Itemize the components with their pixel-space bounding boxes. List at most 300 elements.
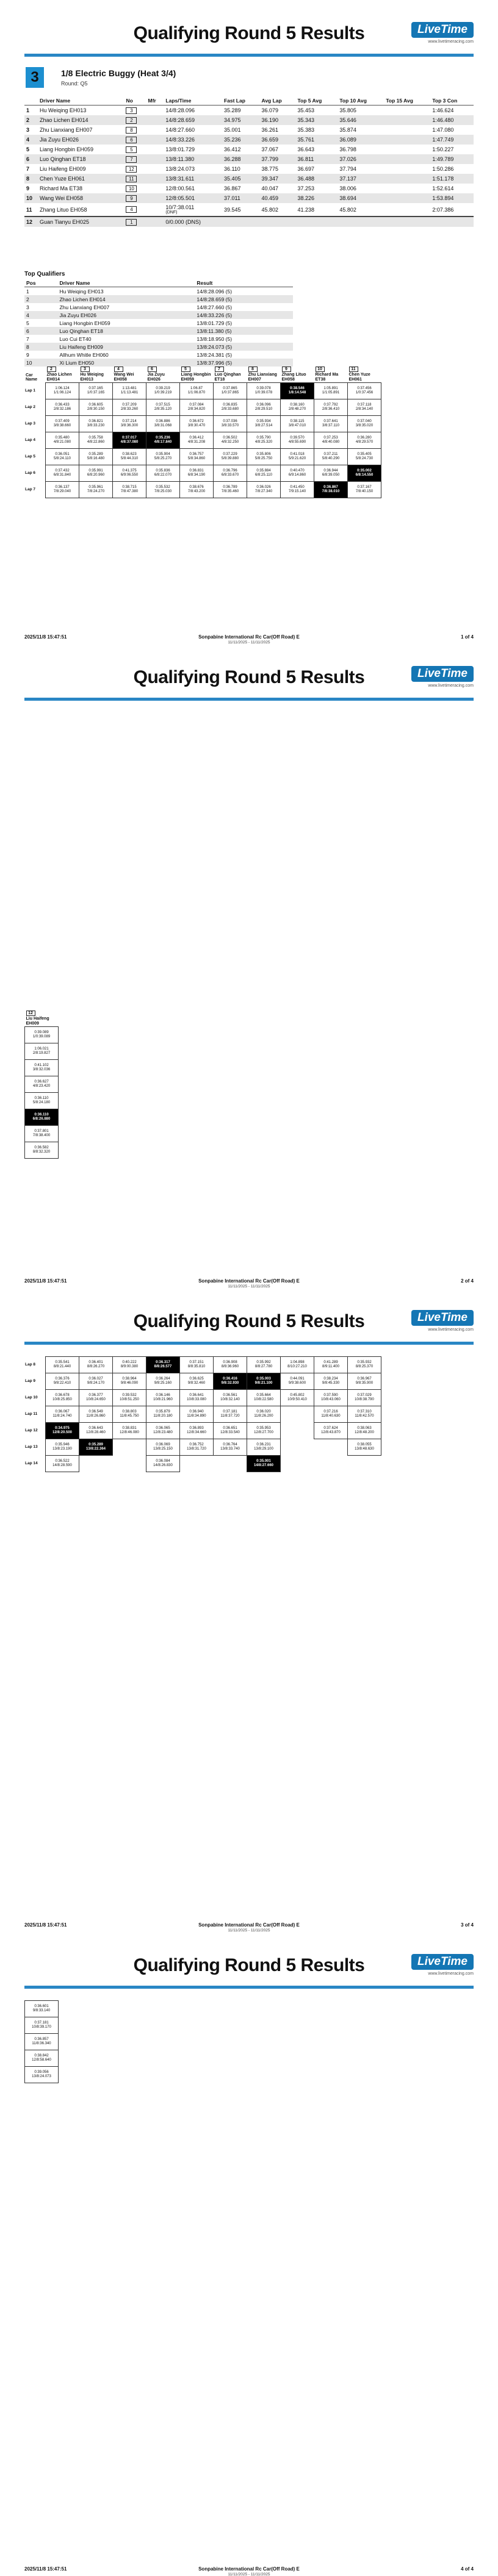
lap-cell (46, 1373, 79, 1390)
car-number-badge: 8 (248, 367, 258, 372)
result-top15-avg (384, 164, 430, 174)
lap-cell (348, 1373, 381, 1390)
col-avg: Avg Lap (260, 96, 296, 106)
result-top10-avg: 37.026 (337, 154, 384, 164)
lap-time: 0:39.219 (156, 386, 170, 390)
car-driver-name: Jia Zuyu EH026 (147, 373, 165, 382)
lap-cell (214, 432, 247, 449)
result-status: (DNF) (165, 210, 178, 215)
lap-row (25, 1027, 59, 1043)
lap-grid-body (24, 1357, 381, 1472)
tq-pos: 2 (24, 295, 57, 303)
lap-time: 0:37.456 (357, 386, 372, 390)
lap-cumulative: 5/8:24.180 (32, 1101, 51, 1105)
car-number-badge: 5 (181, 367, 190, 372)
tq-pos: 8 (24, 343, 57, 351)
lap-time: 0:39.056 (34, 2070, 49, 2074)
car-number-badge: 12 (26, 1011, 35, 1016)
lap-cell (214, 416, 247, 432)
lap-cell (180, 1390, 214, 1406)
lap-cumulative: 7/9:15.140 (288, 490, 306, 494)
lap-row (24, 1390, 381, 1406)
lap-cell (113, 383, 146, 399)
lap-cumulative: 10/9:50.410 (287, 1398, 307, 1401)
result-top5-avg (295, 216, 337, 227)
lap-cumulative: 7/8:25.030 (154, 490, 172, 494)
lap-time: 0:38.546 (290, 386, 305, 390)
footer-page-number: 4 of 4 (461, 2566, 474, 2572)
result-top15-avg (384, 106, 430, 116)
lap-cell (46, 482, 79, 498)
lap-cumulative: 2/8:33.260 (120, 407, 139, 412)
result-laps: 14/8:28.659 (165, 117, 195, 123)
result-top3-con: 2:07.386 (432, 206, 454, 213)
lap-time: 0:36.026 (256, 485, 271, 489)
lap-cumulative: 3/8:35.020 (355, 424, 374, 428)
lap-time: 0:35.991 (88, 468, 103, 473)
result-top10-avg: 37.794 (339, 166, 356, 172)
tq-driver: Liu Haifeng EH009 (57, 343, 195, 351)
tq-header-row (24, 279, 293, 287)
lap-label: Lap 4 (25, 437, 35, 442)
lap-cumulative: 10/8:22.580 (254, 1398, 273, 1401)
lap-cell (79, 1456, 113, 1472)
result-top15-avg (384, 115, 430, 125)
lap-cumulative: 5/8:34.860 (187, 457, 206, 461)
lap-cell (247, 1373, 281, 1390)
lap-cumulative: 9/8:32.460 (187, 1381, 206, 1385)
result-top15-avg (384, 184, 430, 193)
tq-driver: Xi Lium EH050 (57, 359, 195, 367)
lap-grid-page-3 (24, 1356, 381, 1472)
result-mfr (146, 184, 164, 193)
result-top10-avg: 38.006 (339, 185, 356, 191)
lap-cumulative: 2/8:35.120 (154, 407, 172, 412)
lap-cumulative: 6/9:06.550 (120, 473, 139, 478)
result-no-cell (124, 115, 146, 125)
lap-cell (46, 432, 79, 449)
result-car-number: 7 (126, 156, 137, 163)
lap-row (25, 1076, 59, 1093)
lap-cumulative: 8/8:32.320 (32, 1150, 51, 1154)
lap-time: 0:36.641 (189, 1393, 204, 1397)
lap-cumulative: 2/8:48.270 (288, 407, 306, 412)
lap-row (24, 416, 381, 432)
lap-cell (79, 1390, 113, 1406)
lap-cumulative: 10/8:39.170 (32, 2025, 51, 2029)
car-driver-name: Richard Ma ET38 (315, 373, 339, 382)
lap-time: 0:35.934 (256, 419, 271, 423)
result-top5-avg: 41.238 (297, 206, 314, 213)
lap-row (24, 432, 381, 449)
lap-time: 0:38.063 (357, 1426, 372, 1430)
lap-label: Lap 14 (25, 1461, 38, 1465)
lap-time: 1:06.021 (34, 1046, 49, 1051)
result-driver: Zhang Lituo EH058 (40, 206, 87, 213)
tq-driver: Hu Weiqing EH013 (59, 288, 104, 295)
lap-time: 0:36.601 (34, 2004, 49, 2008)
lap-time: 0:34.975 (55, 1426, 70, 1430)
lap-time: 0:36.027 (88, 1376, 103, 1381)
lap-time: 0:36.651 (223, 1426, 237, 1430)
lap-cell (214, 449, 247, 465)
lap-cell (46, 399, 79, 416)
result-laps: 12/8:05.501 (165, 195, 195, 201)
col-top15: Top 15 Avg (384, 96, 430, 106)
event-number-badge: 3 (26, 67, 44, 88)
lap-cumulative: 12/8:43.870 (321, 1431, 341, 1434)
result-laps: 13/8:24.073 (165, 166, 195, 172)
result-car-number: 1 (126, 219, 137, 226)
result-top5-avg: 38.226 (295, 193, 337, 203)
lap-row (25, 1043, 59, 1060)
col-no: No (124, 96, 146, 106)
lap-cell (146, 399, 180, 416)
results-row (24, 184, 474, 193)
result-pos: 5 (26, 146, 30, 152)
page-4 (0, 1932, 498, 2576)
result-driver-cell (38, 115, 124, 125)
results-row (24, 135, 474, 145)
lap-time: 0:35.953 (256, 1426, 271, 1430)
result-driver: Hu Weiqing EH013 (40, 107, 87, 113)
lap-cumulative: 3/8:36.300 (120, 424, 139, 428)
result-top15-avg (384, 154, 430, 164)
result-mfr (146, 154, 164, 164)
lap-cumulative: 5/8:24.110 (54, 457, 71, 461)
lap-cell (314, 482, 348, 498)
result-avg-lap: 39.347 (260, 174, 296, 184)
lap-time: 0:36.835 (223, 402, 237, 407)
col-mfr: Mfr (146, 96, 164, 106)
result-no-cell (124, 125, 146, 135)
lap-row (25, 2050, 59, 2067)
lap-cumulative: 4/8:32.250 (221, 440, 239, 445)
lap-cell (348, 383, 381, 399)
lap-time: 0:36.110 (34, 1096, 49, 1100)
result-car-number: 12 (126, 166, 137, 173)
lap-time: 0:35.992 (256, 1360, 271, 1364)
lap-cell (214, 1423, 247, 1439)
lap-cell (348, 1456, 381, 1472)
lap-cell (247, 1439, 281, 1456)
result-top3-con: 1:46.624 (432, 107, 454, 113)
lap-cumulative: 1/0:39.219 (154, 391, 172, 395)
lap-cell (281, 449, 314, 465)
tq-result: 13/8:18.950 (5) (197, 335, 233, 342)
lap-label: Lap 11 (25, 1411, 38, 1416)
result-driver: Guan Tianyu EH025 (40, 219, 90, 225)
lap-grid-body (25, 1027, 59, 1159)
result-top10-avg: 45.802 (339, 206, 356, 213)
result-avg-lap: 36.261 (261, 127, 279, 133)
lap-cell (25, 2001, 59, 2017)
result-laps: 13/8:01.729 (165, 146, 195, 152)
lap-cumulative: 1/1:06.870 (187, 391, 206, 395)
result-laps: 10/7:38.011 (165, 204, 195, 210)
tq-col-pos: Pos (24, 279, 57, 287)
lap-cell (314, 1406, 348, 1423)
lap-row (25, 1060, 59, 1076)
result-car-number: 10 (126, 185, 137, 192)
result-mfr (146, 106, 164, 116)
result-driver-cell (38, 174, 124, 184)
lap-cell (314, 1423, 348, 1439)
result-top15-avg (384, 174, 430, 184)
lap-cumulative: 1/0:39.078 (254, 391, 273, 395)
lap-cumulative: 2/8:33.680 (221, 407, 239, 412)
result-avg-lap: 38.775 (261, 166, 279, 172)
lap-time: 0:37.167 (357, 485, 372, 489)
lap-cumulative: 6/8:26.880 (32, 1117, 51, 1122)
car-number-badge: 2 (47, 367, 56, 372)
lap-cumulative: 9/8:21.100 (254, 1381, 273, 1385)
result-top15-avg (384, 193, 430, 203)
lap-grid-body (25, 2001, 59, 2083)
result-avg-lap: 36.659 (260, 135, 296, 145)
lap-time: 0:36.096 (256, 402, 271, 407)
lap-cell (281, 399, 314, 416)
result-car-number: 11 (126, 176, 137, 182)
tq-pos: 4 (24, 311, 57, 319)
lap-time: 0:36.280 (357, 435, 372, 440)
top-qualifiers-title: Top Qualifiers (24, 271, 65, 277)
lap-time: 0:37.151 (189, 1360, 204, 1364)
lap-cumulative: 7/8:47.380 (120, 490, 139, 494)
lap-time: 1:06.124 (55, 386, 70, 390)
result-mfr (146, 174, 164, 184)
lap-cell (214, 1357, 247, 1373)
lap-time: 0:36.757 (189, 452, 204, 456)
result-driver-cell (38, 135, 124, 145)
result-avg-lap: 40.459 (260, 193, 296, 203)
lap-cumulative: 11/8:26.200 (254, 1414, 273, 1418)
lap-cell (113, 465, 146, 482)
lap-cell (146, 465, 180, 482)
lap-time: 0:36.317 (156, 1360, 170, 1364)
lap-time: 0:35.480 (55, 435, 70, 440)
result-no-cell (124, 216, 146, 227)
lap-cumulative: 12/8:33.540 (220, 1431, 240, 1434)
result-top5-avg: 36.811 (295, 154, 337, 164)
lap-cell (314, 1390, 348, 1406)
lap-cumulative: 12/8:34.660 (187, 1431, 206, 1434)
lap-cumulative: 12/8:46.080 (120, 1431, 139, 1434)
lap-time: 0:37.017 (122, 435, 137, 440)
lap-grid-car-cell (25, 1010, 59, 1027)
lap-cumulative: 6/8:20.960 (87, 473, 105, 478)
lap-cell (247, 465, 281, 482)
lap-cumulative: 7/8:29.040 (53, 490, 71, 494)
lap-time: 0:36.065 (156, 1426, 170, 1430)
lap-cell (146, 1373, 180, 1390)
lap-cumulative: 10/8:24.650 (86, 1398, 106, 1401)
lap-cell (79, 432, 113, 449)
lap-cumulative: 4/8:21.080 (53, 440, 71, 445)
lap-row (24, 465, 381, 482)
lap-cumulative: 9/8:24.170 (87, 1381, 105, 1385)
result-avg-lap: 37.799 (260, 154, 296, 164)
lap-cumulative: 5/8:39.880 (221, 457, 239, 461)
result-laps-cell (164, 115, 222, 125)
lap-cumulative: 7/8:35.460 (221, 490, 239, 494)
lap-cell (146, 1423, 180, 1439)
tq-row (24, 319, 293, 327)
lap-time: 0:37.036 (223, 419, 237, 423)
result-pos: 4 (24, 135, 38, 145)
tq-body (24, 287, 293, 367)
lap-cumulative: 12/8:58.640 (32, 2058, 51, 2062)
brand (411, 666, 474, 688)
lap-cell (180, 432, 214, 449)
lap-row (24, 383, 381, 399)
tq-row (24, 351, 293, 359)
col-top5: Top 5 Avg (295, 96, 337, 106)
lap-time: 0:41.018 (290, 452, 305, 456)
lap-cell (247, 449, 281, 465)
lap-time: 0:38.234 (323, 1376, 338, 1381)
lap-label: Lap 1 (25, 388, 35, 393)
result-no-cell (124, 184, 146, 193)
result-laps-cell (164, 216, 222, 227)
result-pos: 6 (24, 154, 38, 164)
result-top5-avg: 36.488 (295, 174, 337, 184)
result-laps-cell (164, 203, 222, 216)
car-driver-name: Hu Weiqing EH013 (80, 373, 104, 382)
result-top3-con: 1:49.789 (430, 154, 474, 164)
lap-cell (79, 416, 113, 432)
result-laps-cell (164, 135, 222, 145)
lap-cumulative: 11/8:36.340 (32, 2042, 51, 2045)
lap-time: 1:04.898 (290, 1360, 305, 1364)
lap-row (24, 1423, 381, 1439)
results-row (24, 203, 474, 216)
col-fast: Fast Lap (222, 96, 260, 106)
lap-cell (146, 1406, 180, 1423)
brand (411, 1954, 474, 1976)
results-row (24, 154, 474, 164)
tq-pos: 1 (26, 288, 29, 295)
lap-row (24, 1456, 381, 1472)
lap-time: 0:36.067 (55, 1409, 70, 1414)
lap-cell (79, 1357, 113, 1373)
lap-cell (281, 1390, 314, 1406)
result-top15-avg (384, 145, 430, 154)
lap-label: Lap 5 (25, 454, 35, 459)
lap-cumulative: 6/8:33.670 (221, 473, 239, 478)
lap-cumulative: 13/8:31.720 (187, 1447, 206, 1451)
lap-cumulative: 2/8:19.827 (32, 1051, 51, 1056)
lap-time: 0:36.376 (55, 1376, 70, 1381)
lap-cell (180, 1357, 214, 1373)
lap-time: 0:37.590 (323, 1393, 338, 1397)
result-avg-lap: 45.802 (261, 206, 279, 213)
result-mfr (146, 135, 164, 145)
lap-time: 0:38.115 (290, 419, 305, 423)
lap-cell (113, 399, 146, 416)
lap-time: 0:36.137 (55, 485, 70, 489)
lap-cell (348, 432, 381, 449)
lap-cell (214, 383, 247, 399)
lap-cell (146, 1357, 180, 1373)
result-no-cell (124, 154, 146, 164)
lap-cell (180, 1406, 214, 1423)
lap-time: 0:37.029 (357, 1393, 372, 1397)
lap-label: Lap 3 (25, 421, 35, 426)
result-fast-lap: 35.001 (223, 127, 241, 133)
lap-cumulative: 4/8:31.208 (187, 440, 206, 445)
lap-cumulative: 11/8:37.720 (220, 1414, 240, 1418)
lap-cumulative: 4/8:17.840 (154, 440, 172, 445)
car-number-badge: 11 (349, 367, 358, 372)
lap-cell (79, 1423, 113, 1439)
car-number-badge: 7 (215, 367, 224, 372)
lap-cumulative: 6/8:31.840 (53, 473, 71, 478)
lap-time: 0:37.181 (34, 2020, 49, 2025)
lap-cumulative: 3/8:31.068 (154, 424, 172, 428)
tq-pos: 3 (26, 304, 29, 310)
lap-time: 0:35.946 (55, 1442, 70, 1447)
result-top5-avg: 37.253 (297, 185, 314, 191)
lap-cumulative: 7/8:43.200 (187, 490, 206, 494)
lap-cell (348, 1390, 381, 1406)
result-laps-cell (164, 174, 222, 184)
lap-time: 0:36.502 (223, 435, 237, 440)
lap-cumulative: 10/8:43.060 (321, 1398, 341, 1401)
result-fast-lap (222, 216, 260, 227)
tq-driver: Jia Zuyu EH026 (57, 311, 195, 319)
result-laps: 13/8:31.611 (165, 176, 195, 182)
lap-cell (348, 1439, 381, 1456)
result-fast-lap: 36.110 (223, 166, 240, 172)
lap-time: 0:38.715 (122, 485, 137, 489)
footer-dates: 11/11/2025 - 11/11/2025 (228, 2572, 270, 2576)
lap-cumulative: 9/9:38.600 (288, 1381, 306, 1385)
lap-row (24, 1439, 381, 1456)
lap-cumulative: 4/8:55.690 (288, 440, 306, 445)
lap-cell (214, 465, 247, 482)
lap-grid-car-cell (348, 366, 381, 383)
result-no-cell (124, 193, 146, 203)
tq-driver: Allhum Whitle EH060 (59, 351, 109, 358)
lap-cumulative: 9/8:22.410 (53, 1381, 71, 1385)
lap-cumulative: 8/8:26.270 (87, 1365, 105, 1368)
lap-grid-car-cell (281, 366, 314, 383)
lap-cell (180, 1439, 214, 1456)
result-fast-lap: 35.236 (222, 135, 260, 145)
footer-timestamp: 2025/11/8 15:47:51 (24, 634, 67, 640)
tq-driver: Luo Cui ET40 (59, 335, 92, 342)
col-top10: Top 10 Avg (337, 96, 384, 106)
lap-cumulative: 6/8:34.190 (187, 473, 206, 478)
footer-venue: Sonpabine International Rc Car(Off Road) E (198, 1922, 300, 1928)
result-laps: 14/8:27.660 (165, 127, 195, 133)
lap-grid-car-cell (146, 366, 180, 383)
tq-driver: Luo Qinghan ET18 (57, 327, 195, 335)
tq-row (24, 343, 293, 351)
lap-cumulative: 1/8:14.548 (288, 391, 306, 395)
lap-cell (146, 1456, 180, 1472)
lap-cumulative: 3/8:32.036 (32, 1068, 51, 1072)
lap-cumulative: 8/9:11.400 (322, 1365, 339, 1368)
tq-row (24, 327, 293, 335)
tq-result: 14/8:28.096 (5) (197, 288, 233, 295)
result-top5-avg: 36.697 (297, 166, 314, 172)
lap-time: 0:36.627 (34, 1079, 49, 1084)
lap-label: Lap 8 (25, 1362, 35, 1367)
result-top10-avg: 36.798 (339, 146, 356, 152)
lap-cumulative: 6/8:14.550 (355, 473, 374, 478)
